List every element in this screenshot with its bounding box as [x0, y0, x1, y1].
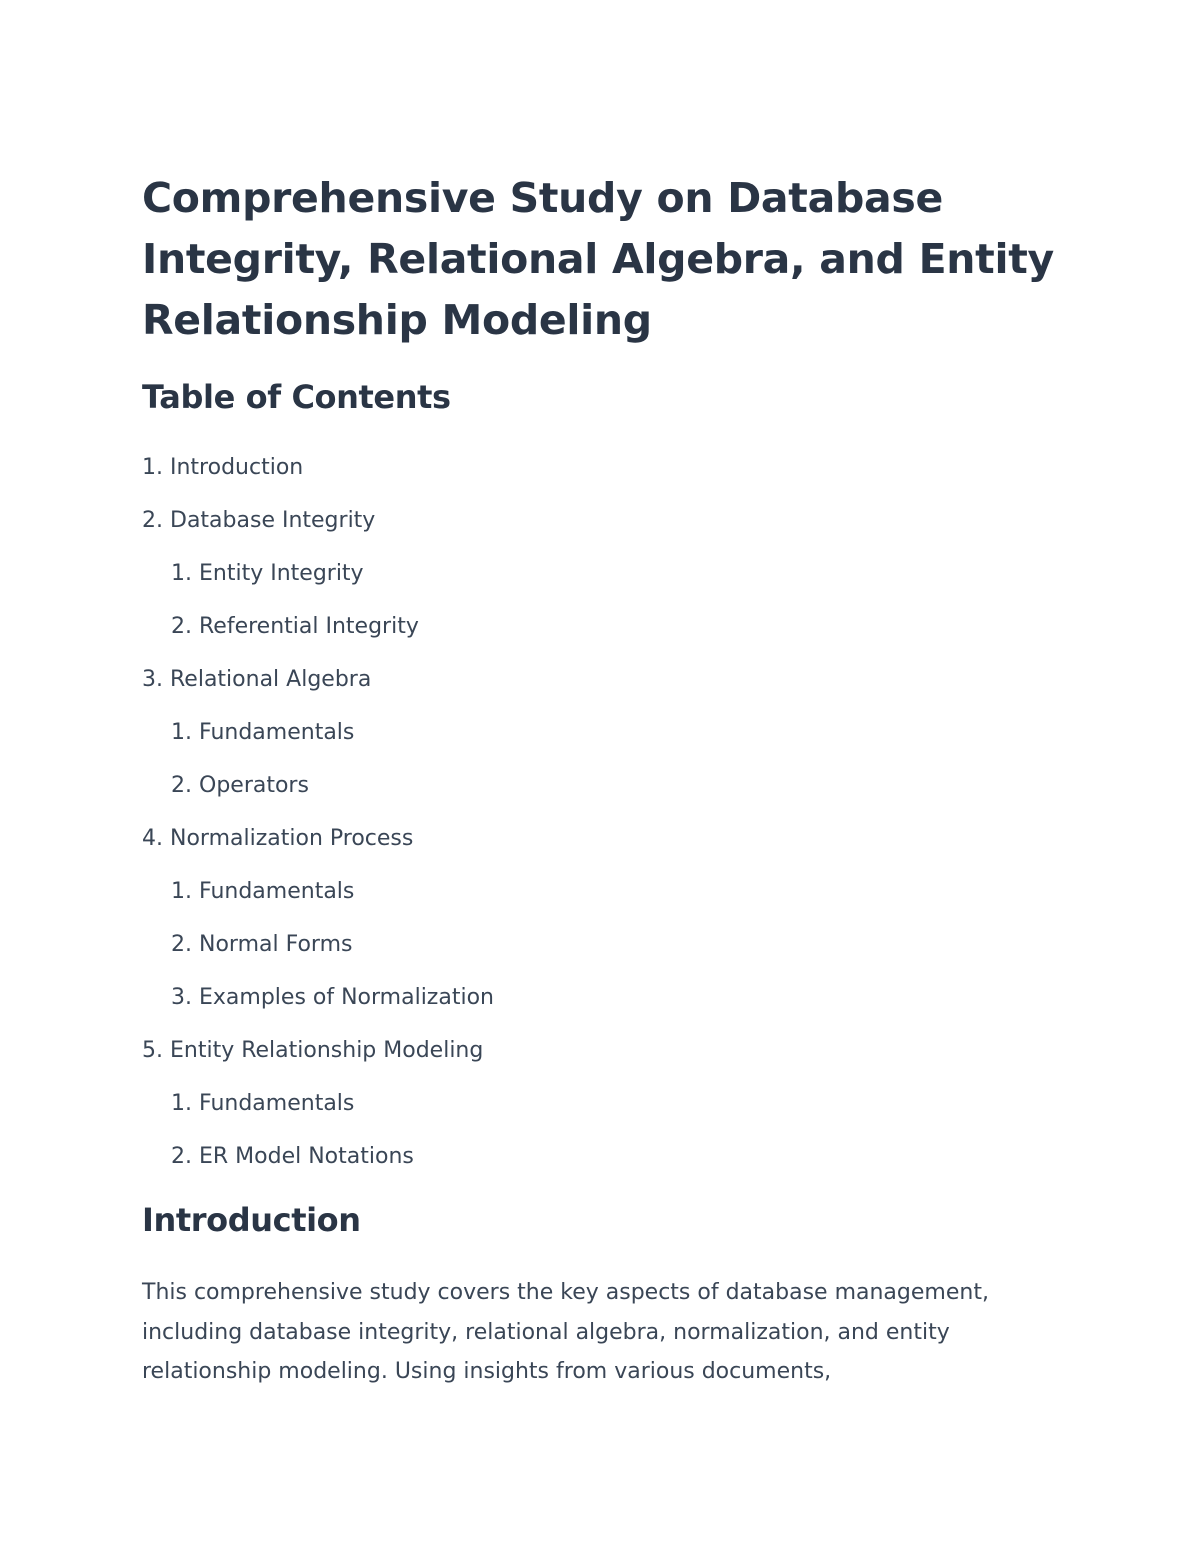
- toc-item-label: Fundamentals: [199, 879, 355, 904]
- toc-subitem[interactable]: 3. Examples of Normalization: [171, 985, 494, 1010]
- toc-item-label: Entity Integrity: [199, 561, 364, 586]
- toc-item-label: Normal Forms: [199, 932, 353, 957]
- toc-item-label: Relational Algebra: [170, 667, 372, 692]
- toc-heading: Table of Contents: [142, 378, 451, 416]
- toc-subitem[interactable]: 2. Operators: [171, 773, 309, 798]
- toc-item[interactable]: 4. Normalization Process: [142, 826, 414, 851]
- toc-item-label: Fundamentals: [199, 1091, 355, 1116]
- toc-item[interactable]: 5. Entity Relationship Modeling: [142, 1038, 484, 1063]
- toc-subitem[interactable]: 2. Referential Integrity: [171, 614, 419, 639]
- toc-item-label: Introduction: [170, 455, 304, 480]
- toc-item-label: Operators: [199, 773, 309, 798]
- introduction-heading: Introduction: [142, 1201, 361, 1239]
- document-page: [142, 168, 1072, 1384]
- toc-item-label: ER Model Notations: [199, 1144, 414, 1169]
- document-title: Comprehensive Study on Database Integrity, Relational Algebra, and Entity Relationship Modeling: [142, 174, 1054, 344]
- toc-item[interactable]: 2. Database Integrity: [142, 508, 376, 533]
- toc-subitem[interactable]: 2. Normal Forms: [171, 932, 353, 957]
- toc-item-label: Database Integrity: [170, 508, 376, 533]
- table-of-contents: [142, 450, 842, 1192]
- toc-item-label: Examples of Normalization: [199, 985, 494, 1010]
- toc-subitem[interactable]: 1. Fundamentals: [171, 1091, 355, 1116]
- toc-subitem[interactable]: 1. Entity Integrity: [171, 561, 364, 586]
- toc-item-label: Fundamentals: [199, 720, 355, 745]
- toc-item-label: Entity Relationship Modeling: [170, 1038, 484, 1063]
- introduction-paragraph: This comprehensive study covers the key aspects of database management, including database integrity, relational algebra, normalization, and entity relationship modeling. Using insights from various documents,: [142, 1280, 989, 1384]
- toc-subitem[interactable]: 1. Fundamentals: [171, 879, 355, 904]
- toc-item-label: Normalization Process: [170, 826, 414, 851]
- toc-item[interactable]: 1. Introduction: [142, 455, 304, 480]
- toc-subitem[interactable]: 1. Fundamentals: [171, 720, 355, 745]
- toc-item-label: Referential Integrity: [199, 614, 419, 639]
- toc-item[interactable]: 3. Relational Algebra: [142, 667, 372, 692]
- toc-subitem[interactable]: 2. ER Model Notations: [171, 1144, 414, 1169]
